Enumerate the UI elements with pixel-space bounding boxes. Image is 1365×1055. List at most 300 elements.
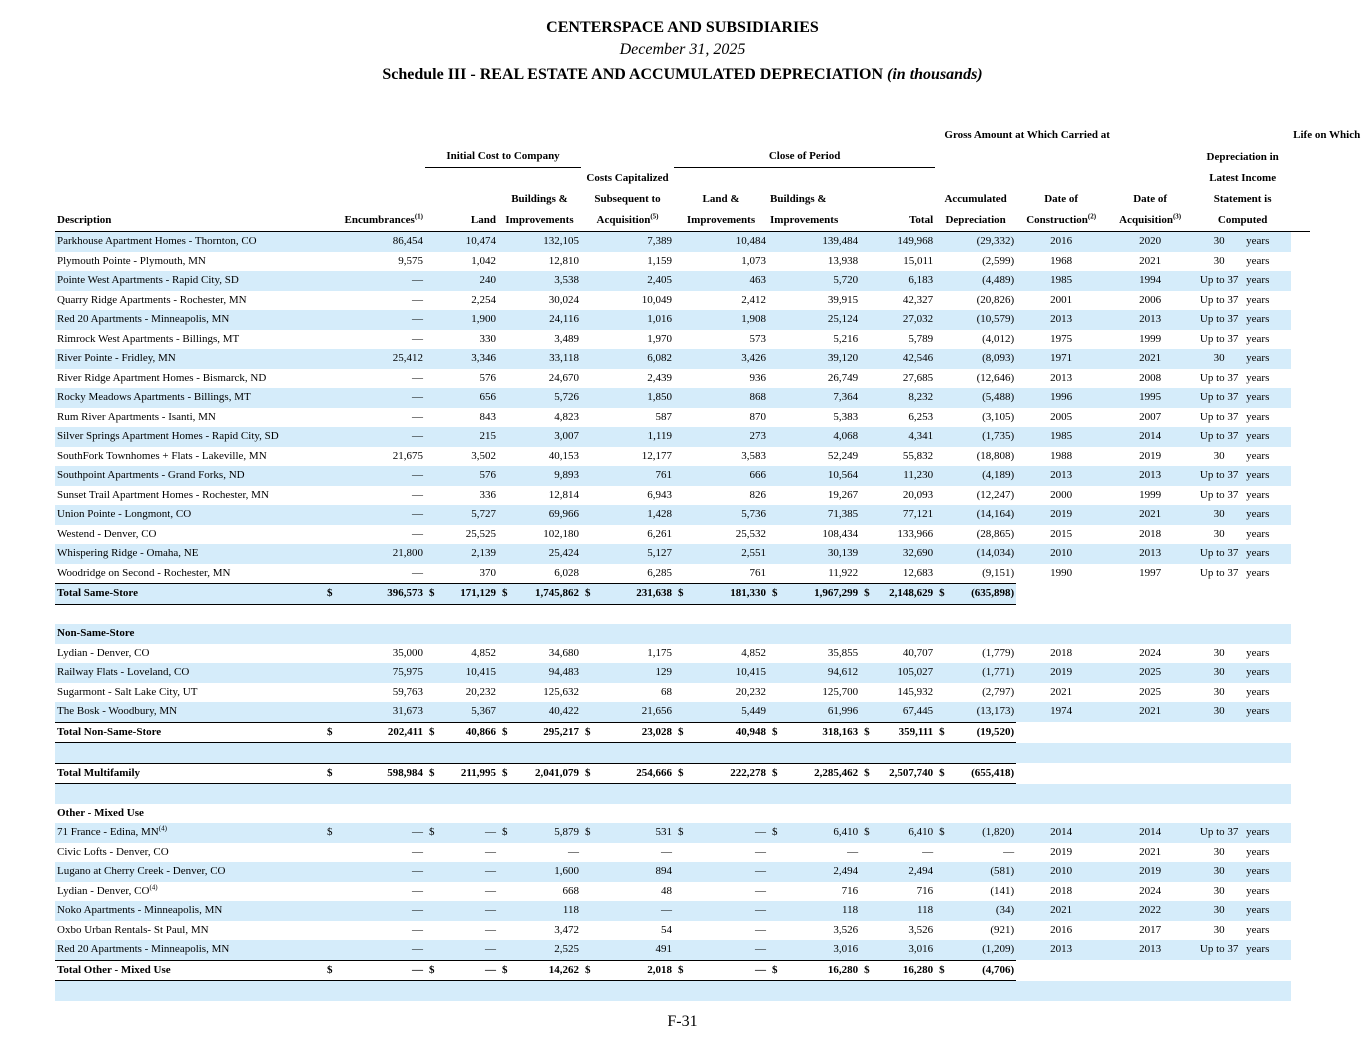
depreciation-unit: years [1244,544,1291,564]
spacer [674,486,684,506]
spacer [55,981,1291,1001]
spacer [935,940,945,960]
spacer [935,862,945,882]
depreciation-unit: years [1244,427,1291,447]
value-accum: (2,599) [982,254,1015,267]
currency-sign: $ [768,960,778,981]
col-acquisition-label: Acquisition [1119,214,1173,226]
spacer [498,544,508,564]
spacer [323,349,333,369]
currency-sign: $ [581,960,591,981]
value-enc: — [333,466,425,486]
value-land: 10,415 [435,663,498,683]
value-total: 8,232 [870,388,935,408]
spacer [498,466,508,486]
spacer [425,544,435,564]
spacer [1106,960,1194,981]
spacer [768,330,778,350]
spacer [323,447,333,467]
construction-date: 2013 [1050,371,1073,384]
construction-date: 2000 [1050,488,1073,501]
spacer [425,663,435,683]
depreciation-unit: years [1246,685,1270,698]
property-name [55,901,323,921]
currency-sign: $ [581,763,591,784]
value-accum: (141) [990,884,1015,897]
construction-date: 2005 [1050,410,1073,423]
footnote-ref: (4) [158,824,167,833]
acq-header-1: Date of [1133,193,1168,205]
table-row [55,232,1310,252]
value-costs: 531 [591,823,674,843]
construction-date: 2021 [1016,901,1106,921]
value-costs: 6,082 [591,349,674,369]
value-land: — [435,940,498,960]
table-row [55,330,1310,350]
spacer [425,901,435,921]
value-gbldg: 19,267 [827,488,859,501]
group-gross-1: Gross Amount at Which Carried at [944,129,1110,141]
total-total: 16,280 [870,960,935,981]
spacer [860,447,870,467]
spacer [768,505,778,525]
spacer [1016,722,1106,743]
spacer [425,466,435,486]
value-gland: 761 [749,566,766,579]
spacer [768,901,778,921]
property-name-text: Red 20 Apartments - Minneapolis, MN [57,943,230,955]
total-total: 359,111 [870,722,935,743]
value-costs: 491 [591,940,674,960]
spacer [323,624,1291,644]
spacer [860,702,870,722]
construction-date: 1975 [1050,332,1073,345]
acquisition-date: 2022 [1106,901,1194,921]
total-land: 171,129 [435,584,498,605]
spacer [768,921,778,941]
value-accum: (4,489) [945,271,1016,291]
depreciation-unit: years [1246,566,1270,579]
value-gbldg: 118 [778,901,860,921]
spacer [768,644,778,664]
table-row [55,252,1310,272]
depreciation-life: Up to 37 [1199,332,1239,345]
total-total: 2,507,740 [870,763,935,784]
life-header-2: Depreciation in [1206,150,1279,163]
value-costs: — [661,845,672,858]
value-accum: (14,164) [945,505,1016,525]
value-land: 336 [479,488,496,501]
value-gbldg: 139,484 [778,232,860,252]
spacer [860,466,870,486]
value-accum: (9,151) [982,566,1015,579]
spacer [860,271,870,291]
currency-sign: $ [860,823,870,843]
value-accum: (1,779) [982,646,1015,659]
spacer [935,310,945,330]
value-bldg: 3,007 [508,427,581,447]
property-name-text: Noko Apartments - Minneapolis, MN [57,904,223,916]
spacer [323,882,333,902]
spacer [935,388,945,408]
construction-date: 2016 [1050,923,1073,936]
depreciation-life: Up to 37 [1194,388,1244,408]
depreciation-unit: years [1246,293,1270,306]
value-enc: 75,975 [333,663,425,683]
value-total: 716 [916,884,934,897]
table-row [55,369,1310,389]
total-land: 211,995 [435,763,498,784]
spacer [860,486,870,506]
spacer [498,525,508,545]
value-bldg: 132,105 [508,232,581,252]
spacer [498,663,508,683]
blank-row [55,784,1310,804]
value-enc: — [412,410,423,423]
spacer [935,505,945,525]
value-land: 10,474 [435,232,498,252]
currency-sign: $ [860,763,870,784]
value-gbldg: 35,855 [827,646,859,659]
acquisition-date: 2021 [1139,845,1162,858]
spacer [498,232,508,252]
spacer [498,882,508,902]
value-costs: 894 [591,862,674,882]
value-accum: (3,105) [982,410,1015,423]
currency-sign: $ [498,584,508,605]
total-non-same-store-row [55,722,1310,743]
value-gland: 868 [684,388,768,408]
total-bldg: 295,217 [508,722,581,743]
value-gbldg: 52,249 [827,449,859,462]
spacer [768,232,778,252]
property-name [55,427,323,447]
value-enc: — [333,427,425,447]
spacer [425,349,435,369]
spacer [768,544,778,564]
group-gross-2: Close of Period [674,146,935,168]
currency-sign: $ [425,722,435,743]
construction-date: 2019 [1016,505,1106,525]
spacer [935,921,945,941]
value-bldg: 118 [508,901,581,921]
construction-date: 2018 [1050,646,1073,659]
depreciation-unit: years [1244,940,1291,960]
value-gbldg: 30,139 [778,544,860,564]
value-land: — [485,845,496,858]
value-enc: — [412,527,423,540]
total-total: 2,148,629 [870,584,935,605]
spacer [498,486,508,506]
spacer [425,310,435,330]
spacer [674,447,684,467]
spacer [498,447,508,467]
col-life: Computed [1217,214,1268,226]
spacer [768,843,778,863]
spacer [323,330,333,350]
spacer [860,310,870,330]
spacer [674,271,684,291]
value-total: 55,832 [902,449,934,462]
value-gbldg: 108,434 [822,527,859,540]
property-name-text: 71 France - Edina, MN [57,826,159,838]
table-row [55,525,1310,545]
spacer [768,486,778,506]
value-total: 27,685 [902,371,934,384]
spacer [498,843,508,863]
value-accum: (4,012) [982,332,1015,345]
value-costs: 1,428 [591,505,674,525]
spacer [323,505,333,525]
spacer [860,921,870,941]
value-bldg: 24,670 [548,371,579,384]
currency-sign: $ [498,960,508,981]
property-name-text: Pointe West Apartments - Rapid City, SD [57,274,239,286]
table-row [55,644,1310,664]
col-construction [1016,210,1106,232]
spacer [768,388,778,408]
spacer [581,564,591,584]
spacer [581,291,591,311]
value-gbldg: 25,124 [778,310,860,330]
depreciation-unit: years [1244,901,1291,921]
value-gbldg: 39,120 [778,349,860,369]
col-encumbrances-label: Encumbrances [344,214,415,226]
spacer [581,862,591,882]
spacer [323,663,333,683]
property-name [55,505,323,525]
value-enc: 9,575 [398,254,423,267]
spacer [581,644,591,664]
value-costs: 587 [655,410,672,423]
total-gland: — [684,960,768,981]
construction-date: 1971 [1016,349,1106,369]
depreciation-unit: years [1244,466,1291,486]
spacer [581,843,591,863]
value-total: 77,121 [870,505,935,525]
value-gbldg: 39,915 [827,293,859,306]
depreciation-life: 30 [1213,527,1225,540]
value-accum: (12,247) [976,488,1015,501]
value-costs: 21,656 [591,702,674,722]
acquisition-date: 2013 [1106,940,1194,960]
spacer [1194,960,1244,981]
value-land: 576 [435,466,498,486]
value-gbldg: 61,996 [778,702,860,722]
total-enc: 396,573 [333,584,425,605]
depreciation-unit: years [1246,646,1270,659]
spacer [323,564,333,584]
property-name-text: Plymouth Pointe - Plymouth, MN [57,254,206,267]
value-enc: — [412,845,423,858]
spacer [425,232,435,252]
spacer [860,408,870,428]
table-row [55,901,1310,921]
spacer [323,544,333,564]
schedule-title-suffix: (in thousands) [887,66,983,83]
value-accum: (13,173) [945,702,1016,722]
value-enc: 86,454 [333,232,425,252]
spacer [860,252,870,272]
total-costs: 254,666 [591,763,674,784]
value-gland: — [755,923,766,936]
table-row [55,310,1310,330]
value-gbldg: 11,922 [828,566,859,579]
value-accum: (34) [945,901,1016,921]
value-costs: 1,119 [591,427,674,447]
spacer [860,544,870,564]
construction-date: 1990 [1050,566,1073,579]
property-name-text: Westend - Denver, CO [57,527,157,540]
spacer [425,940,435,960]
property-name-text: Sunset Trail Apartment Homes - Rochester, MN [57,488,269,501]
value-bldg: — [568,845,579,858]
spacer [425,271,435,291]
currency-sign: $ [860,584,870,605]
spacer [860,369,870,389]
depreciation-life: Up to 37 [1199,371,1239,384]
spacer [935,408,945,428]
value-costs: 5,127 [591,544,674,564]
depreciation-unit: years [1244,349,1291,369]
depreciation-unit: years [1244,271,1291,291]
spacer [768,702,778,722]
spacer [1244,763,1291,784]
property-name-text: River Pointe - Fridley, MN [57,352,176,364]
value-gland: 5,736 [684,505,768,525]
value-bldg: 9,893 [508,466,581,486]
value-total: 40,707 [902,646,934,659]
acquisition-date: 2019 [1106,862,1194,882]
spacer [860,901,870,921]
property-name [55,232,323,252]
value-land: — [485,884,496,897]
report-date: December 31, 2025 [619,41,746,58]
schedule-title-text: Schedule III - REAL ESTATE AND ACCUMULATED DEPRECIATION [382,66,884,83]
section-title: Other - Mixed Use [57,806,144,819]
construction-date: 1968 [1050,254,1073,267]
spacer [498,330,508,350]
spacer [1194,763,1244,784]
value-gbldg: 2,494 [778,862,860,882]
property-name [55,564,323,584]
value-land: 1,042 [471,254,496,267]
col-land: Land [470,214,496,226]
spacer [581,901,591,921]
spacer [935,683,945,703]
property-name [55,408,323,428]
depreciation-life: 30 [1213,685,1225,698]
construction-date: 1985 [1016,427,1106,447]
acquisition-date: 2025 [1139,685,1162,698]
value-land: — [435,901,498,921]
col-acquisition [1106,210,1194,232]
spacer [425,702,435,722]
value-enc: — [412,371,423,384]
construction-date: 2015 [1050,527,1073,540]
acquisition-date: 2021 [1139,254,1162,267]
property-name [55,663,323,683]
spacer [323,804,1291,824]
depreciation-unit: years [1244,702,1291,722]
depreciation-life: 30 [1194,349,1244,369]
spacer [768,369,778,389]
value-gland: 20,232 [735,685,766,698]
value-gbldg: 3,526 [833,923,859,936]
spacer [860,232,870,252]
spacer [425,683,435,703]
spacer [323,702,333,722]
value-enc: 59,763 [392,685,423,698]
currency-sign: $ [768,823,778,843]
value-total: 6,253 [908,410,934,423]
table-row [55,544,1310,564]
spacer [768,291,778,311]
table-row [55,702,1310,722]
value-gland: 826 [749,488,766,501]
col-costs [581,210,674,232]
spacer [498,310,508,330]
blank-row [55,743,1310,764]
property-name-text: Red 20 Apartments - Minneapolis, MN [57,313,230,325]
total-same-store-row [55,584,1310,605]
property-name [55,702,323,722]
spacer [1194,584,1244,605]
total-accum: (4,706) [945,960,1016,981]
value-gland: — [684,823,768,843]
construction-date: 2016 [1016,232,1106,252]
total-bldg: 2,041,079 [508,763,581,784]
spacer [674,310,684,330]
page-number: F-31 [667,1013,698,1030]
depreciation-life: Up to 37 [1194,466,1244,486]
value-gland: 463 [684,271,768,291]
currency-sign: $ [674,763,684,784]
spacer [935,882,945,902]
spacer [768,252,778,272]
value-enc: 21,675 [392,449,423,462]
spacer [674,940,684,960]
value-total: 5,789 [908,332,934,345]
depreciation-life: 30 [1213,884,1225,897]
value-accum: (921) [990,923,1015,936]
non-same-store-heading [55,624,1310,644]
value-enc: 25,412 [333,349,425,369]
acquisition-date: 2024 [1139,646,1162,659]
value-accum: (1,209) [945,940,1016,960]
value-gbldg: 7,364 [778,388,860,408]
spacer [860,843,870,863]
table-header [55,125,1361,232]
spacer [425,369,435,389]
col-buildings: Improvements [505,214,574,226]
value-enc: — [333,862,425,882]
spacer [674,505,684,525]
value-accum: — [1003,845,1015,858]
spacer [323,408,333,428]
value-total: 6,183 [870,271,935,291]
table-body [55,232,1310,1001]
spacer [674,564,684,584]
value-costs: 6,285 [647,566,672,579]
spacer [323,644,333,664]
property-name-text: SouthFork Townhomes + Flats - Lakeville, MN [57,449,267,462]
value-total: — [922,845,934,858]
value-accum: (28,865) [976,527,1015,540]
table-row [55,882,1310,902]
spacer [860,862,870,882]
value-gland: 1,073 [741,254,766,267]
